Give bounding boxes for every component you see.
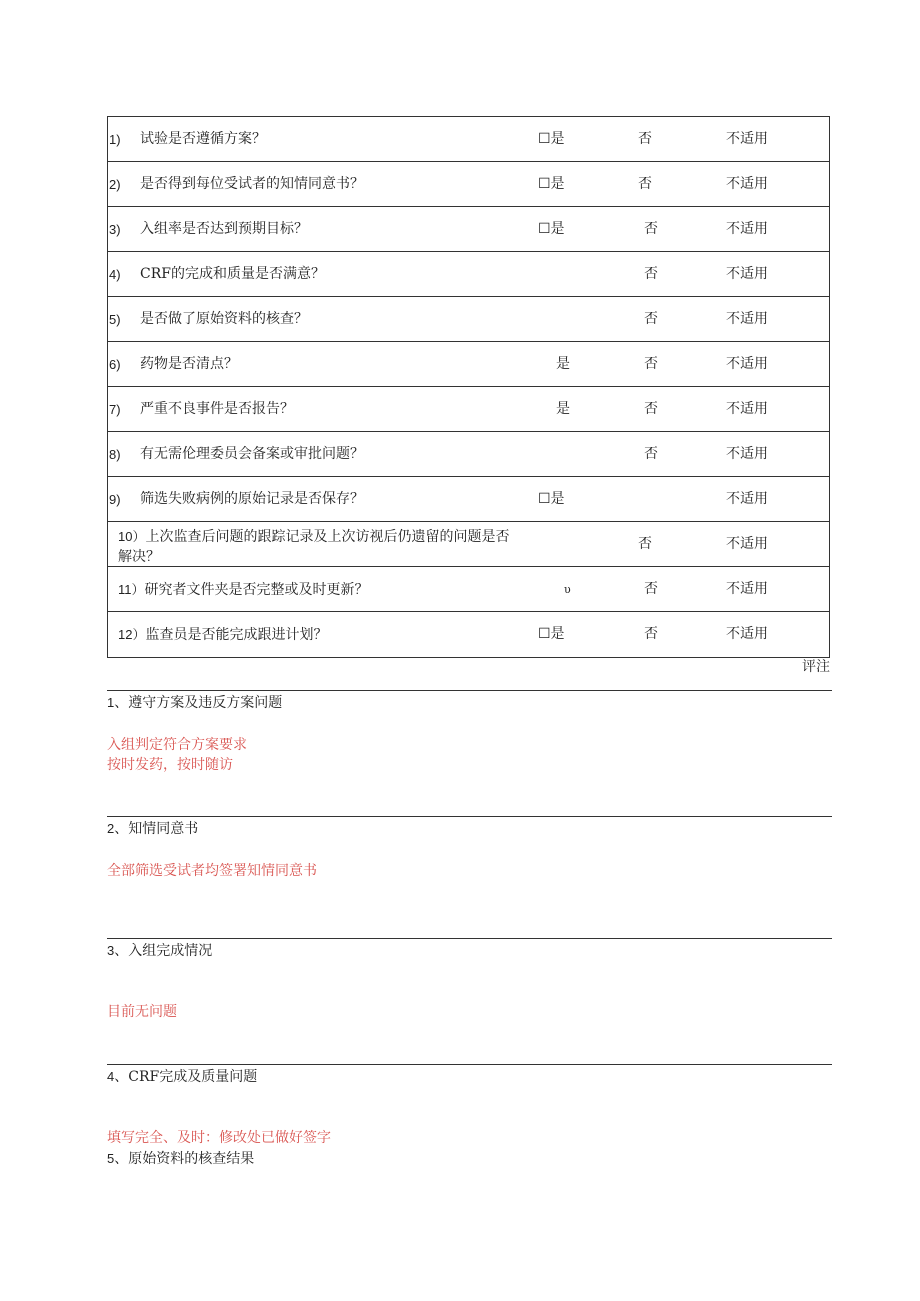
row-question: 严重不良事件是否报告？ [140,401,294,417]
na-option[interactable]: 不适用 [726,176,768,192]
na-option[interactable]: 不适用 [726,626,768,642]
na-option[interactable]: 不适用 [726,581,768,597]
comment-note: 按时发药，按时随访 [107,757,233,773]
yes-checkbox[interactable]: ☐是 [538,491,565,507]
yes-checkbox[interactable]: 是 [556,356,570,372]
row-question: CRF的完成和质量是否满意？ [140,266,325,282]
no-option[interactable]: 否 [644,356,658,372]
comment-note: 入组判定符合方案要求 [107,737,247,753]
na-option[interactable]: 不适用 [726,356,768,372]
row-question-text: 研究者文件夹是否完整或及时更新？ [144,582,369,598]
no-option[interactable]: 否 [644,311,658,327]
row-number: 4) [109,267,121,282]
monitoring-checklist [107,116,830,658]
comment-note: 目前无问题 [107,1004,177,1020]
row-question: 药物是否清点？ [140,356,238,372]
checklist-row-11 [108,567,829,612]
comment-label: 评注 [802,659,830,675]
na-option[interactable]: 不适用 [726,311,768,327]
section-divider [107,816,832,817]
section-number: 3 [107,943,115,958]
section-number: 4 [107,1069,115,1084]
row-question [118,567,369,613]
checklist-row-8 [108,432,829,477]
no-option[interactable]: 否 [644,221,658,237]
section-title [107,940,212,960]
yes-checkbox[interactable]: ☐是 [538,176,565,192]
no-option[interactable]: 否 [644,266,658,282]
no-option[interactable]: 否 [644,446,658,462]
row-number: 10） [118,529,146,544]
section-number: 2 [107,821,115,836]
no-option[interactable]: 否 [638,131,652,147]
row-question: 是否得到每位受试者的知情同意书？ [140,176,364,192]
na-option[interactable]: 不适用 [726,401,768,417]
checklist-row-4 [108,252,829,297]
na-option[interactable]: 不适用 [726,536,768,552]
row-number: 12） [118,627,146,642]
section-title [107,692,282,712]
row-number: 11） [118,582,145,597]
na-option[interactable]: 不适用 [726,491,768,507]
na-option[interactable]: 不适用 [726,221,768,237]
comment-note: 填写完全、及时：修改处已做好签字 [107,1130,331,1146]
checklist-row-12 [108,612,829,657]
row-question-text: 上次监查后问题的跟踪记录及上次访视后仍遗留的问题是否解决？ [118,529,510,565]
section-title-text: 、原始资料的核查结果 [114,1151,255,1167]
checklist-row-7 [108,387,829,432]
yes-checkbox[interactable]: 是 [556,401,570,417]
comment-note: 全部筛选受试者均签署知情同意书 [107,863,317,879]
section-title-text: 、知情同意书 [114,821,199,837]
no-option[interactable]: 否 [638,176,652,192]
row-question: 有无需伦理委员会备案或审批问题？ [140,446,364,462]
yes-checkbox[interactable]: ☐是 [538,221,565,237]
checklist-row-1 [108,117,829,162]
section-title-text: 、CRF完成及质量问题 [114,1069,258,1085]
row-question [118,527,518,567]
row-number: 5) [109,312,121,327]
section-divider [107,690,832,691]
na-option[interactable]: 不适用 [726,131,768,147]
no-option[interactable]: 否 [638,536,652,552]
row-number: 7) [109,402,121,417]
row-number: 1) [109,132,121,147]
row-question [118,612,327,658]
row-number: 6) [109,357,121,372]
checklist-row-3 [108,207,829,252]
row-question: 是否做了原始资料的核查？ [140,311,308,327]
no-option[interactable]: 否 [644,626,658,642]
na-option[interactable]: 不适用 [726,266,768,282]
section-title-text: 、遵守方案及违反方案问题 [114,695,283,711]
no-option[interactable]: 否 [644,581,658,597]
section-title [107,1148,254,1168]
section-number: 1 [107,695,115,710]
row-number: 3) [109,222,121,237]
section-number: 5 [107,1151,115,1166]
row-question: 入组率是否达到预期目标？ [140,221,308,237]
section-divider [107,1064,832,1065]
no-option[interactable]: 否 [644,401,658,417]
checklist-row-2 [108,162,829,207]
checklist-row-5 [108,297,829,342]
row-question-text: 监查员是否能完成跟进计划？ [145,627,328,643]
section-title [107,1066,257,1086]
yes-checkbox[interactable]: ☐是 [538,626,565,642]
section-divider [107,938,832,939]
yes-checkbox[interactable]: ☐是 [538,131,565,147]
section-title-text: 、入组完成情况 [114,943,213,959]
na-option[interactable]: 不适用 [726,446,768,462]
row-number: 8) [109,447,121,462]
row-number: 2) [109,177,121,192]
checklist-row-6 [108,342,829,387]
section-title [107,818,198,838]
checklist-row-9 [108,477,829,522]
row-number: 9) [109,492,121,507]
row-question: 筛选失败病例的原始记录是否保存？ [140,491,364,507]
yes-checkbox[interactable]: υ [564,583,571,596]
row-question: 试验是否遵循方案？ [140,131,266,147]
checklist-row-10 [108,522,829,567]
